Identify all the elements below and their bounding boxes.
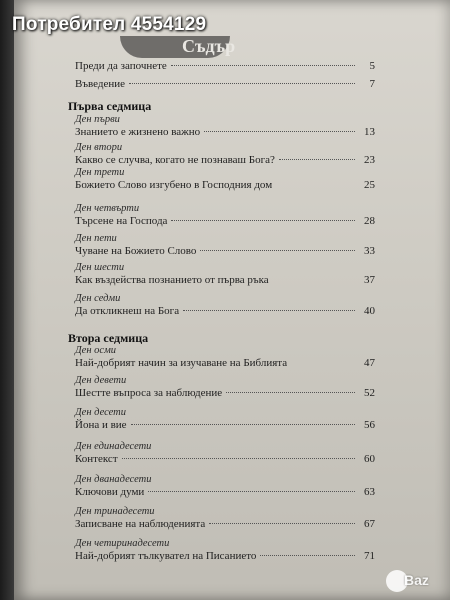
toc-entry-page: 56 <box>364 419 375 431</box>
toc-entry <box>75 114 375 138</box>
toc-entry-page: 23 <box>364 154 375 166</box>
day-label: Ден девети <box>75 375 127 386</box>
book-spine-edge <box>0 0 14 600</box>
toc-entry-title: Какво се случва, когато не познаваш Бога? <box>75 154 275 166</box>
day-label: Ден четвърти <box>75 203 140 214</box>
toc-entry <box>75 233 375 257</box>
dot-leader <box>209 523 355 524</box>
toc-entry-page: 25 <box>364 179 375 191</box>
day-label: Ден единадесети <box>75 441 152 452</box>
toc-entry-title: Знанието е жизнено важно <box>75 126 201 138</box>
dot-leader <box>171 65 355 66</box>
toc-entry-page: 52 <box>364 387 375 399</box>
contents-heading: Съдър <box>182 36 236 56</box>
toc-entry <box>75 474 375 498</box>
dot-leader <box>260 555 355 556</box>
toc-entry-title: Чуване на Божието Слово <box>75 245 197 257</box>
toc-entry <box>75 407 375 431</box>
toc-entry-page: 28 <box>364 215 375 227</box>
toc-entry <box>75 60 375 72</box>
toc-entry <box>75 262 375 286</box>
toc-entry-page: 33 <box>364 245 375 257</box>
toc-entry-title: Ключови думи <box>75 486 145 498</box>
section-heading: Втора седмица <box>68 331 149 345</box>
toc-entry <box>75 441 375 465</box>
toc-entry-page: 63 <box>364 486 375 498</box>
day-label: Ден тринадесети <box>75 506 155 517</box>
toc-entry-title: Как въздейства познанието от първа ръка <box>75 274 269 286</box>
logo-text: Baz <box>404 572 429 588</box>
day-label: Ден пети <box>75 233 117 244</box>
toc-entry <box>75 167 375 191</box>
toc-entry <box>75 78 375 90</box>
toc-entry-page: 71 <box>364 550 375 562</box>
toc-entry-title: Контекст <box>75 453 118 465</box>
dot-leader <box>204 131 355 132</box>
dot-leader <box>200 250 355 251</box>
toc-entry-title: Йона и вие <box>75 419 127 431</box>
day-label: Ден трети <box>75 167 125 178</box>
dot-leader <box>183 310 355 311</box>
day-label: Ден втори <box>75 142 123 153</box>
day-label: Ден осми <box>75 345 117 356</box>
day-label: Ден десети <box>75 407 127 418</box>
toc-entry-page: 60 <box>364 453 375 465</box>
user-watermark: Потребител 4554129 <box>12 14 207 35</box>
day-label: Ден първи <box>75 114 120 125</box>
toc-entry-title: Да откликнеш на Бога <box>75 305 180 317</box>
toc-entry-title: Преди да започнете <box>75 60 167 72</box>
dot-leader <box>226 392 355 393</box>
toc-entry-title: Най-добрият начин за изучаване на Библията <box>75 357 288 369</box>
day-label: Ден шести <box>75 262 125 273</box>
bazar-logo <box>386 566 446 598</box>
dot-leader <box>131 424 355 425</box>
toc-entry-page: 7 <box>369 78 375 90</box>
dot-leader <box>148 491 355 492</box>
toc-entry-title: Търсене на Господа <box>75 215 168 227</box>
toc-entry-title: Най-добрият тълкувател на Писанието <box>75 550 257 562</box>
toc-entry <box>75 142 375 166</box>
toc-entry <box>75 293 375 317</box>
toc-entry <box>75 345 375 369</box>
day-label: Ден седми <box>75 293 121 304</box>
toc-entry-page: 5 <box>369 60 375 72</box>
dot-leader <box>171 220 355 221</box>
toc-entry <box>75 506 375 530</box>
contents-heading-banner <box>120 36 236 58</box>
toc-entry <box>75 203 375 227</box>
toc-entry-page: 40 <box>364 305 375 317</box>
toc-entry-title: Записване на наблюденията <box>75 518 206 530</box>
toc-entry-page: 13 <box>364 126 375 138</box>
dot-leader <box>279 159 355 160</box>
toc-entry-page: 37 <box>364 274 375 286</box>
dot-leader <box>129 83 355 84</box>
dot-leader <box>122 458 355 459</box>
day-label: Ден дванадесети <box>75 474 152 485</box>
toc-entry <box>75 375 375 399</box>
toc-entry-title: Шестте въпроса за наблюдение <box>75 387 223 399</box>
toc-entry-page: 67 <box>364 518 375 530</box>
toc-entry-title: Въведение <box>75 78 126 90</box>
section-heading: Първа седмица <box>68 99 152 113</box>
toc-entry-title: Божието Слово изгубено в Господния дом <box>75 179 273 191</box>
toc-entry-page: 47 <box>364 357 375 369</box>
toc-entry <box>75 538 375 562</box>
day-label: Ден четиринадесети <box>75 538 170 549</box>
